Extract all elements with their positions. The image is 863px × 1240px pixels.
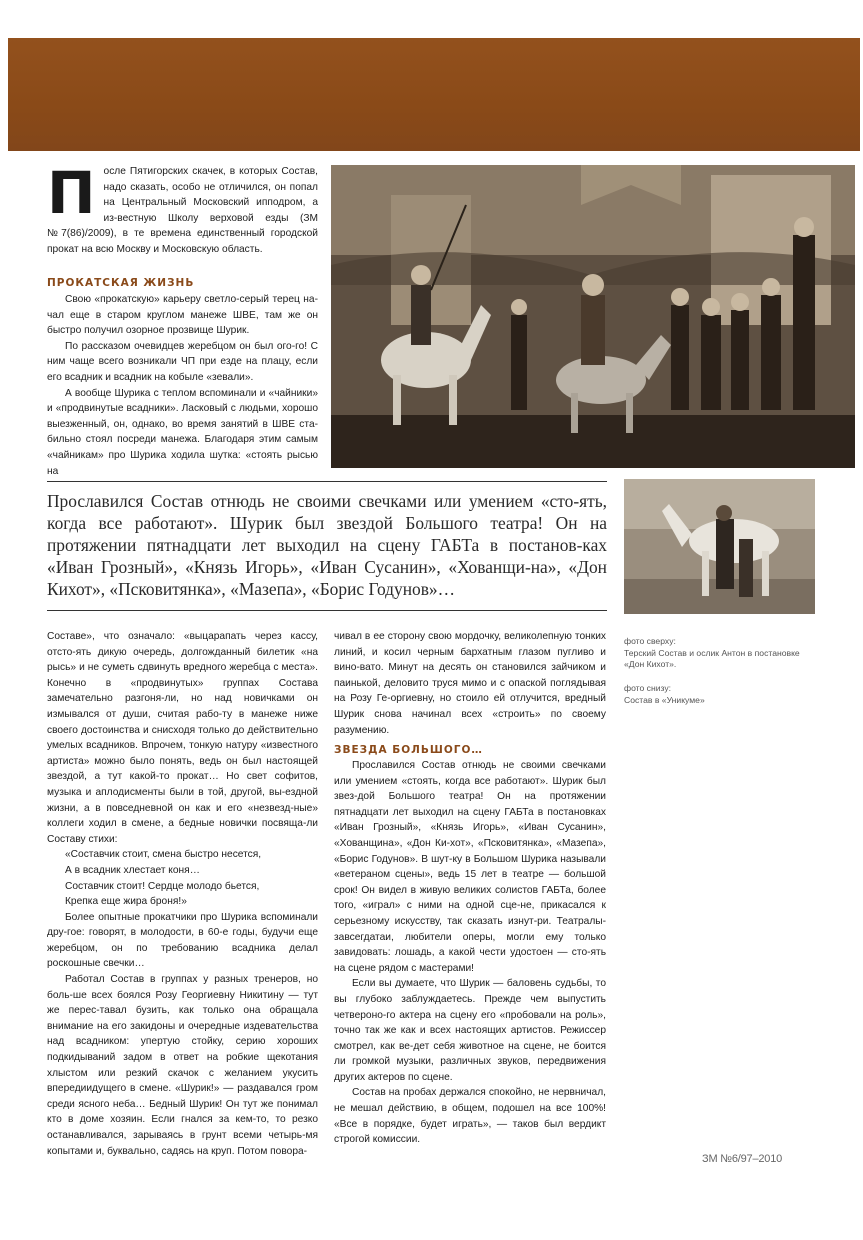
verse-line: Составчик стоит! Сердце молодо бьется, — [65, 880, 260, 892]
paragraph: А вообще Шурика с теплом вспоминали и «чайники» и «продвинутые всадники». Ласковый с людьми, хорошо выезженный, он, однако, во время занятий в ШВЕ ста-бильно стоял посреди манежа. Благодаря этим самым «чайникам» про Шурика ходила шутка: «стоять рысью на — [47, 387, 318, 477]
verse-line: А в всадник хлестает коня… — [65, 864, 200, 876]
pullquote: Прославился Состав отнюдь не своими свечками или умением «сто-ять, когда все работают». Шурик был звездой Большого театра! Он на протяжении пятнадцати лет выходил на сцену ГАБТа в постанов-ках «Иван Грозный», «Князь Игорь», «Иван Сусанин», «Хованщи-на», «Дон Кихот», «Псковитянка», «Мазепа», «Борис Годунов»… — [47, 491, 607, 599]
section-rental-life-body — [47, 292, 318, 479]
photo-caption-top — [624, 636, 816, 671]
caption-text: Терский Состав и ослик Антон в постановке «Дон Кихот». — [624, 647, 800, 669]
header-banner — [8, 38, 860, 151]
horse-grooming-photo — [624, 479, 815, 614]
pullquote-top-rule — [47, 481, 607, 482]
intro-text: осле Пятигорских скачек, в которых Состав, надо сказать, особо не отличился, он попал на Центральный Московский ипподром, а из-вестную Школу верховой езды (ЗМ №7(86)/2009), в те времена единственный городской прокат на всю Москву и Московскую область. — [47, 166, 318, 255]
caption-label: фото снизу: — [624, 683, 672, 693]
paragraph: чивал в ее сторону свою мордочку, великолепную тонких линий, и косил черным бархатным глазом пугливо и вино-вато. Минут на десять он становился зайчиком и паинькой, деловито труся мимо и с опаской поглядывая на Розу Ге-оргиевну, но стоило ей отлучится, вредный Шурик снова начинал всех «строить» по своему разумению. — [334, 631, 606, 736]
column-1-body — [47, 629, 318, 1159]
verse-line: «Составчик стоит, смена быстро несется, — [65, 849, 262, 861]
drop-cap: П — [47, 159, 96, 227]
intro-paragraph — [47, 159, 318, 258]
stage-photo-illustration — [331, 165, 855, 468]
page-footer: ЗМ №6/97–2010 — [702, 1153, 783, 1165]
caption-text: Состав в «Уникуме» — [624, 694, 705, 705]
column-2-body — [334, 758, 606, 1148]
section-heading-bolshoi-star: ЗВЕЗДА БОЛЬШОГО… — [334, 744, 483, 756]
paragraph: Составе», что означало: «выцарапать через кассу, отсто-ять дикую очередь, долгожданный билетик «на рысь» и не суметь сдвинуть вредного жеребца с места». Конечно в «продвинутых» группах Состава замечательно разгоня-ли, но над новичками он измывался от души, считая рабо-ту в манеже ниже своего достоинства и снисходя только до действительно умелых всадников. Впрочем, тонкую натуру «известного артиста» можно было понять, ведь он был настоящей звездой, а тут какой-то прокат… Но свет софитов, музыка и аплодисменты были в той, другой, вы-ездной жизни, а в повседневной он как и его «незвезд-ные» коллеги ходил в смене, а бедные новички посвяща-ли Составу стихи: — [47, 631, 318, 845]
paragraph: Более опытные прокатчики про Шурика вспоминали дру-гое: говорят, в молодости, в 60-е годы, будучи еще жеребцом, он по требованию всадника делал роскошные свечки… — [47, 911, 318, 970]
paragraph: Состав на пробах держался спокойно, не нервничал, не мешал действию, в общем, подошел на все 100%! «Все в порядке, будет играть», — таков был вердикт строгой комиссии. — [334, 1087, 606, 1146]
photo-caption-bottom — [624, 683, 816, 706]
paragraph: Свою «прокатскую» карьеру светло-серый терец на-чал еще в старом круглом манеже ШВЕ, там же он быстро получил озорное прозвище Шурик. — [47, 294, 318, 337]
caption-label: фото сверху: — [624, 636, 676, 646]
horse-photo-illustration — [624, 479, 815, 614]
paragraph: Если вы думаете, что Шурик — баловень судьбы, то вы глубоко заблуждаетесь. Прежде чем выпустить четвероно-го актера на сцену его «пробовали на роль», точно так же как и всех настоящих артистов. Режиссер смотрел, как ве-дет себя животное на сцене, не боится ли громкой музыки, различных звуков, передвижения других актеров по сцене. — [334, 978, 606, 1083]
section-heading-rental-life: ПРОКАТСКАЯ ЖИЗНЬ — [47, 277, 195, 289]
column-2-top — [334, 629, 606, 738]
paragraph: По рассказом очевидцев жеребцом он был ого-го! С ним чаще всего возникали ЧП при езде на плацу, если его всадник и всадник на кобыле «зевали». — [47, 340, 318, 383]
verse-line: Крепка еще жира броня!» — [65, 896, 187, 908]
paragraph: Прославился Состав отнюдь не своими свечками или умением «стоять, когда все работают». Шурик был звез-дой Большого театра! Он на протяжении пятнадцати лет выходил на сцену ГАБТа в постановках «Иван Грозный», «Князь Игорь», «Иван Сусанин», «Хованщина», «Дон Ки-хот», «Псковитянка», «Мазепа», «Борис Годунов». В шут-ку в Большом Шурика называли «ветераном сцены», ведь 15 лет в театре — большой срок! Он видел в живую великих солистов ГАБТа, более того, «играл» с ними на одной сце-не, прикасался к серьезному искусству, так сказать изнут-ри. Театралы-завсегдатаи, любители оперы, могли ему только завидовать: лошадь, а какой чести удостоен — сто-ять на сцене рядом с мастерами! — [334, 760, 606, 974]
stage-photo — [331, 165, 855, 468]
pullquote-bottom-rule — [47, 610, 607, 611]
paragraph: Работал Состав в группах у разных тренеров, но боль-ше всех боялся Розу Георгиевну Никитину — тут же перес-тавал бузить, как только она обращала внимание на его закидоны и очередные издевательства над всадником: упертую стойку, серию хороших подкидываний задом в ответ на робкие щекотания хлыстом или резкий скачок с желанием укусить впередиидущего в смене. «Шурик!» — раздавался гром среди ясного неба… Бедный Шурик! Он тут же понимал кто в доме хозяин. Если гнался за кем-то, то резко останавливался, зарываясь в грунт всеми четырь-мя копытами и, буквально, садясь на круп. Потом повора- — [47, 974, 318, 1157]
